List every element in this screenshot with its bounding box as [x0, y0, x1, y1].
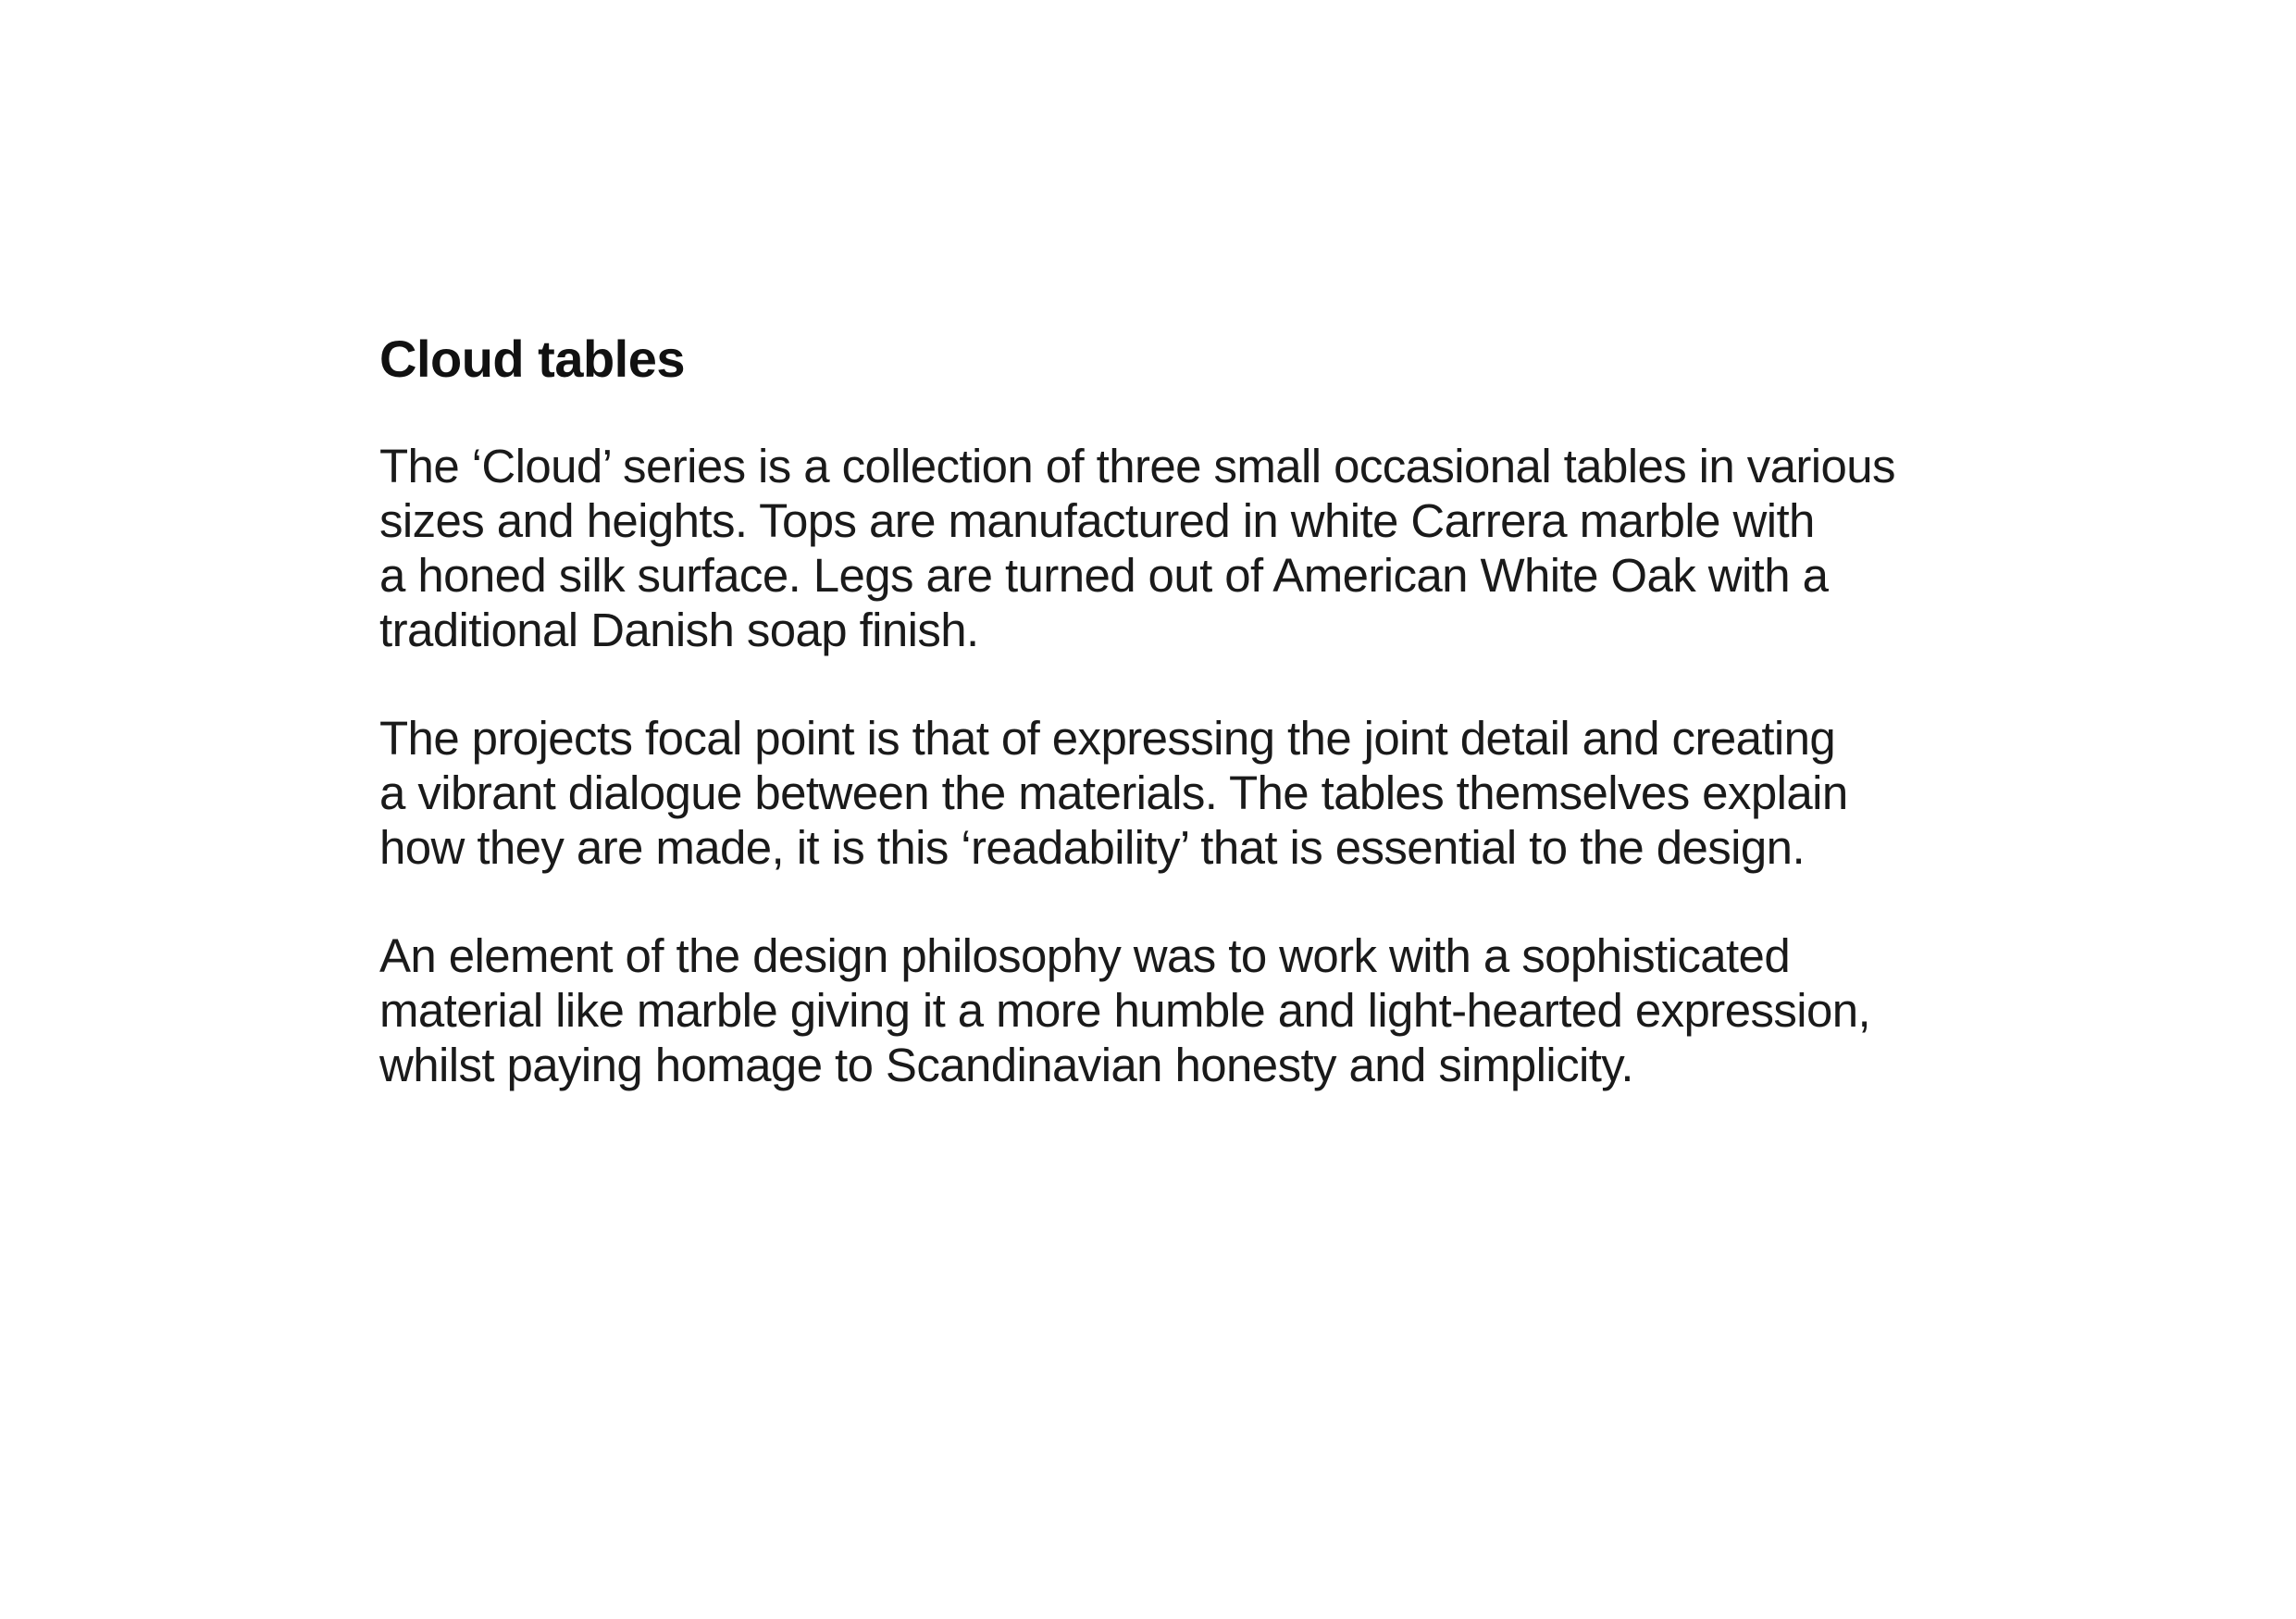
paragraph-line: material like marble giving it a more humble and light-hearted expression, — [379, 984, 1871, 1037]
paragraph-line: how they are made, it is this ‘readability’ that is essential to the design. — [379, 821, 1806, 874]
paragraph-line: The ‘Cloud’ series is a collection of three small occasional tables in various — [379, 440, 1895, 492]
paragraph-line: An element of the design philosophy was to work with a sophisticated — [379, 929, 1791, 982]
paragraph-focal-point — [379, 711, 1953, 875]
paragraph-line: sizes and heights. Tops are manufactured in white Carrera marble with — [379, 494, 1815, 547]
page-title: Cloud tables — [379, 330, 686, 388]
paragraph-line: traditional Danish soap finish. — [379, 604, 979, 656]
text-block — [379, 326, 1953, 1092]
paragraph-line: whilst paying homage to Scandinavian honesty and simplicity. — [379, 1039, 1633, 1091]
paragraph-description — [379, 439, 1953, 657]
paragraph-line: The projects focal point is that of expressing the joint detail and creating — [379, 712, 1836, 765]
paragraph-line: a vibrant dialogue between the materials. The tables themselves explain — [379, 766, 1848, 819]
paragraph-philosophy — [379, 928, 1953, 1092]
paragraph-line: a honed silk surface. Legs are turned out of American White Oak with a — [379, 549, 1829, 602]
